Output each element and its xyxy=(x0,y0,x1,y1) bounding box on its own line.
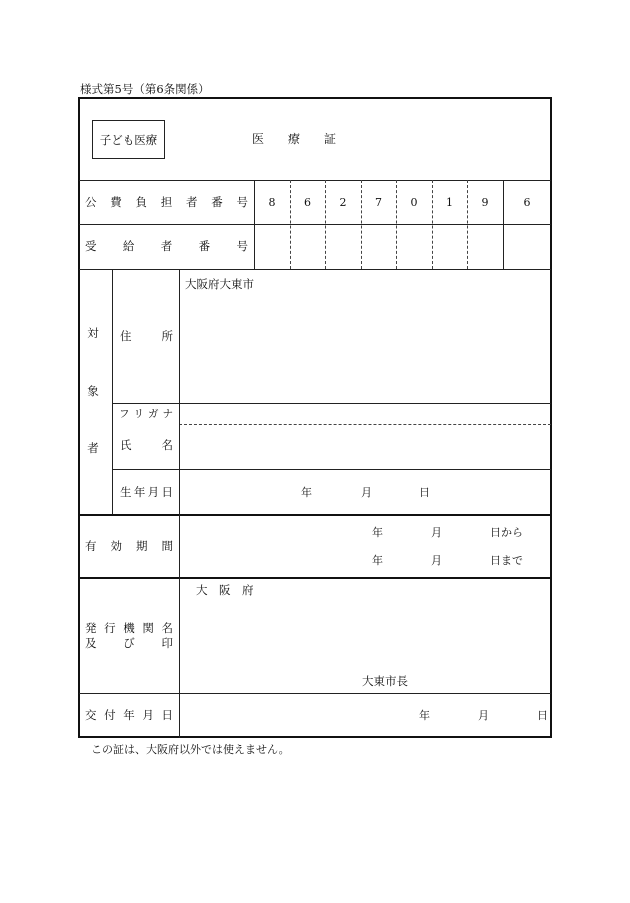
dashed-divider xyxy=(396,180,397,269)
form-number: 様式第5号（第6条関係） xyxy=(80,82,210,96)
issuer-mayor: 大東市長 xyxy=(362,674,408,688)
divider xyxy=(112,269,113,514)
document-title: 医 療 証 xyxy=(252,132,337,146)
divider xyxy=(112,469,551,470)
birth-month-unit: 月 xyxy=(361,486,372,499)
dashed-divider xyxy=(467,180,468,269)
payer-digit: 2 xyxy=(339,196,347,209)
address-label: 住 所 xyxy=(120,329,173,343)
divider xyxy=(254,180,255,269)
divider xyxy=(79,693,551,694)
payer-digit: 6 xyxy=(523,196,531,209)
payer-digit: 1 xyxy=(446,196,453,209)
target-label: 対 象 者 xyxy=(87,326,99,455)
dashed-divider xyxy=(361,180,362,269)
payer-digit: 6 xyxy=(304,196,311,209)
badge-box xyxy=(92,120,165,159)
validity-from-day: 日から xyxy=(490,526,523,539)
divider xyxy=(79,224,551,225)
divider xyxy=(79,577,551,579)
dashed-divider xyxy=(325,180,326,269)
footer-note: この証は、大阪府以外では使えません。 xyxy=(91,743,290,756)
issue-year-unit: 年 xyxy=(419,709,430,722)
dashed-divider xyxy=(179,424,551,425)
validity-from-year: 年 xyxy=(372,526,383,539)
issue-day-unit: 日 xyxy=(537,709,548,722)
birth-day-unit: 日 xyxy=(419,486,430,499)
address-value: 大阪府大東市 xyxy=(185,277,254,291)
divider xyxy=(503,180,504,269)
furigana-label: フ リ ガ ナ xyxy=(119,408,173,420)
divider xyxy=(79,514,551,516)
dashed-divider xyxy=(432,180,433,269)
payer-digit: 7 xyxy=(375,196,382,209)
validity-from-month: 月 xyxy=(431,526,442,539)
public-payer-label: 公 費 負 担 者 番 号 xyxy=(85,195,248,209)
issue-month-unit: 月 xyxy=(478,709,489,722)
validity-to-day: 日まで xyxy=(490,554,523,567)
divider xyxy=(112,403,551,404)
divider xyxy=(79,180,551,181)
birth-year-unit: 年 xyxy=(301,486,312,499)
issue-date-label: 交 付 年 月 日 xyxy=(85,708,173,722)
issuer-label-line2: 及 び 印 xyxy=(85,636,173,650)
dashed-divider xyxy=(290,180,291,269)
issuer-prefecture: 大 阪 府 xyxy=(196,583,254,597)
divider xyxy=(79,269,551,270)
payer-digit: 9 xyxy=(481,196,489,209)
name-label: 氏 名 xyxy=(120,438,173,452)
recipient-label: 受 給 者 番 号 xyxy=(85,239,248,253)
issuer-label-line1: 発 行 機 関 名 xyxy=(85,621,173,635)
birth-label: 生 年 月 日 xyxy=(120,485,173,499)
payer-digit: 0 xyxy=(410,196,418,209)
validity-to-month: 月 xyxy=(431,554,442,567)
validity-to-year: 年 xyxy=(372,554,383,567)
divider xyxy=(179,269,180,738)
validity-label: 有 効 期 間 xyxy=(85,539,173,553)
badge-label: 子ども医療 xyxy=(99,132,158,147)
payer-digit: 8 xyxy=(268,196,276,209)
